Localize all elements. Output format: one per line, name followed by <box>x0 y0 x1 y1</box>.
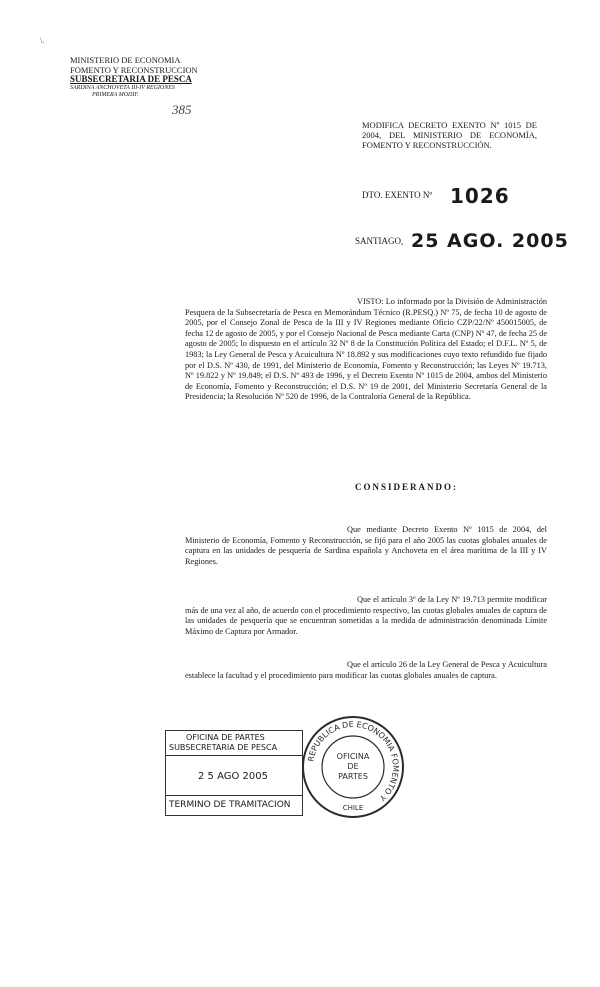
stamp-divider-bottom <box>166 795 302 796</box>
stamp-office: OFICINA DE PARTES <box>186 733 265 742</box>
stamp-divider-top <box>166 755 302 756</box>
stamp-subsecretaria: SUBSECRETARIA DE PESCA <box>169 743 278 752</box>
species-line: SARDINA ANCHOVETA III-IV REGIONES <box>70 84 175 91</box>
seal-center-3: PARTES <box>338 772 368 781</box>
considerando-paragraph-3: Que el artículo 26 de la Ley General de Pesca y Acuicultura establece la facultad y el procedimiento para modificar las cuotas globales anuales de captura. <box>185 660 547 680</box>
handwritten-number: 385 <box>172 102 192 117</box>
dto-label: DTO. EXENTO Nº <box>362 190 433 200</box>
decree-title: MODIFICA DECRETO EXENTO Nº 1015 DE 2004, DEL MINISTERIO DE ECONOMÍA, FOMENTO Y RECONSTRUCCIÓN. <box>362 120 537 150</box>
santiago-label: SANTIAGO, <box>355 236 404 246</box>
ministry-line-1: MINISTERIO DE ECONOMIA <box>70 55 181 65</box>
corner-mark: \. <box>40 36 45 45</box>
subsecretaria-line: SUBSECRETARIA DE PESCA <box>70 74 192 84</box>
santiago-date: 25 AGO. 2005 <box>411 230 569 252</box>
official-seal <box>298 712 408 822</box>
stamp-date: 2 5 AGO 2005 <box>198 771 268 782</box>
ministry-line-2: FOMENTO Y RECONSTRUCCION <box>70 64 198 75</box>
modification-line: PRIMERA MODIF. <box>92 91 139 98</box>
considerando-paragraph-2: Que el artículo 3º de la Ley Nº 19.713 permite modificar más de una vez al año, de acuerdo con el procedimiento respectivo, las cuotas globales anuales de captura de las unidades de pesquería que se encuentran sometidas a la medida de administración denominada Límite Máximo de Captura por Armador. <box>185 595 547 636</box>
letterhead <box>70 56 198 99</box>
seal-bottom-text: CHILE <box>342 804 364 812</box>
reception-stamp <box>165 730 303 816</box>
seal-center-1: OFICINA <box>336 752 370 761</box>
stamp-footer: TERMINO DE TRAMITACION <box>169 800 291 810</box>
considerando-heading: CONSIDERANDO: <box>355 482 459 492</box>
seal-center-2: DE <box>347 762 359 771</box>
seal-ring-text: REPUBLICA DE ECONOMIA FOMENTO Y <box>306 719 401 803</box>
considerando-paragraph-1: Que mediante Decreto Exento Nº 1015 de 2004, del Ministerio de Economía, Fomento y Reconstrucción, se fijó para el año 2005 las cuotas globales anuales de captura en las unidades de pesquería de Sardina española y Anchoveta en el área marítima de la III y IV Regiones. <box>185 525 547 566</box>
visto-paragraph: VISTO: Lo informado por la División de Administración Pesquera de la Subsecretaría de Pesca en Memorándum Técnico (R.PESQ.) Nº 75, de fecha 10 de agosto de 2005, por el Consejo Zonal de Pesca de la III y IV Regiones mediante Oficio CZP/22/Nº 450015005, de fecha 12 de agosto de 2005, y por el Consejo Nacional de Pesca mediante Carta (CNP) Nº 47, de fecha 25 de agosto de 2005; lo dispuesto en el artículo 32 Nº 8 de la Constitución Política del Estado; el D.F.L. Nº 5, de 1983; la Ley General de Pesca y Acuicultura Nº 18.892 y sus modificaciones cuyo texto refundido fue fijado por el D.S. Nº 430, de 1991, del Ministerio de Economía, Fomento y Reconstrucción; las Leyes Nº 19.713, Nº 19.822 y Nº 19.849; el D.S. Nº 493 de 1996, y el Decreto Exento Nº 1015 de 2004, ambos del Ministerio de Economía, Fomento y Reconstrucción; el D.S. Nº 19 de 2001, del Ministerio Secretaría General de la Presidencia; la Resolución Nº 520 de 1996, de la Contraloría General de la República. <box>185 297 547 402</box>
dto-number: 1026 <box>450 184 510 208</box>
